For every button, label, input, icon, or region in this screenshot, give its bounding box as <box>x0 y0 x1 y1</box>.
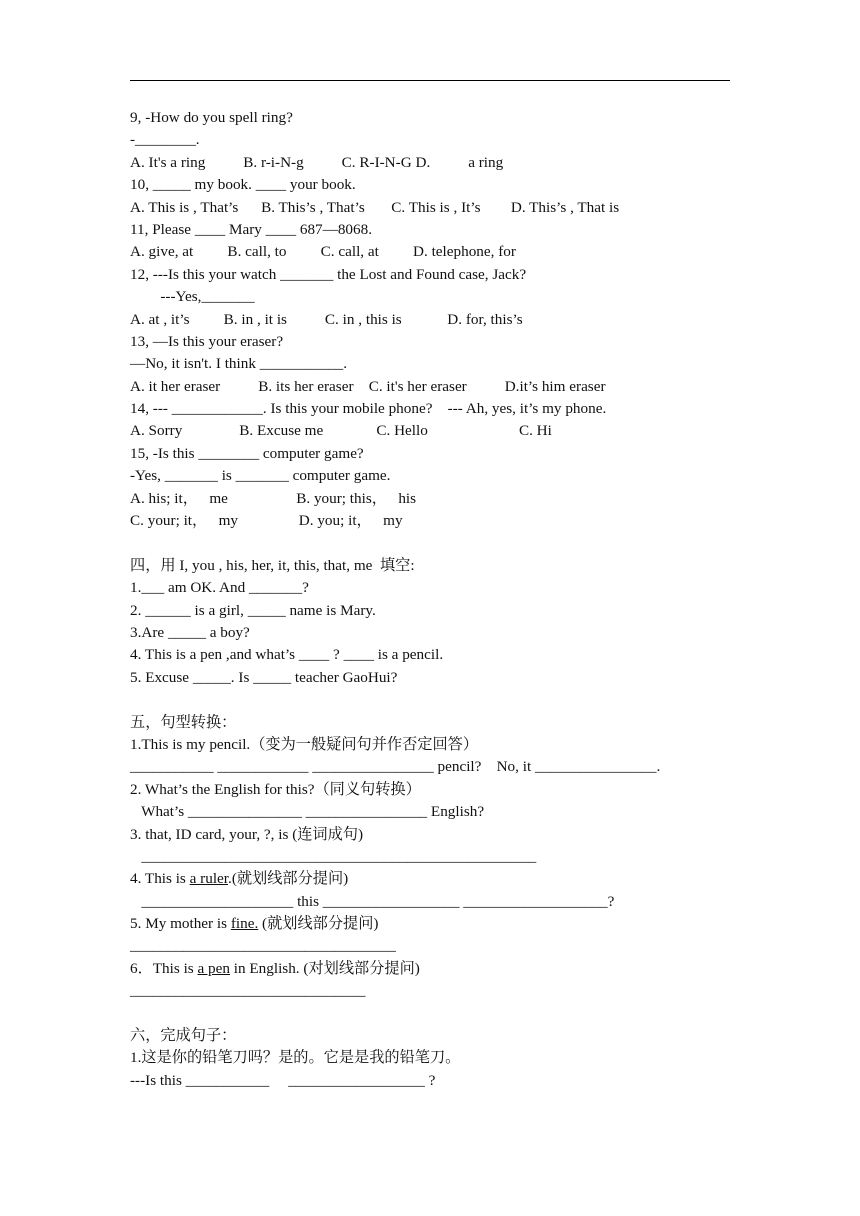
answer-blank: -________. <box>130 131 200 149</box>
question-13: 13, —Is this your eraser? <box>130 332 284 350</box>
section-5-title: 五，句型转换： <box>130 713 237 731</box>
question-11: 11, Please ____ Mary ____ 687—8068. <box>130 220 372 238</box>
section-5-item-4 <box>130 868 750 890</box>
item-text: 6．This is <box>130 959 198 977</box>
section-5-item-5-answer: ___________________________________ <box>130 937 396 955</box>
options-15-cd: C. your; it， my D. you; it， my <box>130 512 403 530</box>
question-14: 14, --- ____________. Is this your mobile phone? --- Ah, yes, it’s my phone. <box>130 400 607 418</box>
section-5-item-5 <box>130 913 750 935</box>
item-text: (就划线部分提问) <box>258 915 379 933</box>
question-12: 12, ---Is this your watch _______ the Lost and Found case, Jack? <box>130 265 527 283</box>
spacer <box>130 532 750 554</box>
worksheet <box>130 107 750 1092</box>
section-4-item-4: 4. This is a pen ,and what’s ____ ? ____ is a pencil. <box>130 646 444 664</box>
spacer <box>130 689 750 711</box>
section-5-item-2: 2. What’s the English for this?（同义句转换） <box>130 780 421 798</box>
question-15-reply: -Yes, _______ is _______ computer game. <box>130 467 391 485</box>
item-text: in English. (对划线部分提问) <box>229 959 420 977</box>
section-4-item-1: 1.___ am OK. And _______? <box>130 579 309 597</box>
options-14: A. Sorry B. Excuse me C. Hello C. Hi <box>130 422 552 440</box>
section-5-item-6 <box>130 958 750 980</box>
options-11: A. give, at B. call, to C. call, at D. telephone, for <box>130 243 516 261</box>
section-5-item-1: 1.This is my pencil.（变为一般疑问句并作否定回答） <box>130 735 479 753</box>
item-text: .(就划线部分提问) <box>228 870 349 888</box>
question-9: 9, -How do you spell ring? <box>130 109 293 126</box>
options-15-ab: A. his; it， me B. your; this， his <box>130 489 417 507</box>
section-5-item-4-answer: ____________________ this __________________ ___________________? <box>130 892 615 910</box>
section-4-item-2: 2. ______ is a girl, _____ name is Mary. <box>130 601 376 619</box>
section-4-item-5: 5. Excuse _____. Is _____ teacher GaoHui? <box>130 668 398 686</box>
section-6-item-1-answer: ---Is this ___________ __________________ ? <box>130 1071 436 1089</box>
section-6-title: 六，完成句子： <box>130 1027 237 1045</box>
options-9: A. It's a ring B. r-i-N-g C. R-I-N-G D. a ring <box>130 153 504 171</box>
question-10: 10, _____ my book. ____ your book. <box>130 176 356 194</box>
underlined-phrase: fine. <box>230 915 259 933</box>
section-4-title: 四，用 I, you , his, her, it, this, that, me 填空: <box>130 556 415 574</box>
section-5-item-3: 3. that, ID card, your, ?, is (连词成句) <box>130 825 364 843</box>
question-12-reply: ---Yes,_______ <box>130 288 255 306</box>
question-15: 15, -Is this ________ computer game? <box>130 444 364 462</box>
section-5-item-1-answer: ___________ ____________ ________________ pencil? No, it ________________. <box>130 758 661 776</box>
underlined-phrase: a ruler <box>189 870 229 888</box>
section-5-item-2-answer: What’s _______________ ________________ English? <box>130 803 485 821</box>
options-10: A. This is , That’s B. This’s , That’s C. This is , It’s D. This’s , That is <box>130 198 620 216</box>
options-13: A. it her eraser B. its her eraser C. it's her eraser D.it’s him eraser <box>130 377 606 395</box>
section-6-item-1: 1.这是你的铅笔刀吗？是的。它是是我的铅笔刀。 <box>130 1049 461 1067</box>
item-text: 5. My mother is <box>130 915 231 933</box>
section-4-item-3: 3.Are _____ a boy? <box>130 623 250 641</box>
spacer <box>130 1003 750 1025</box>
underlined-phrase: a pen <box>197 959 230 977</box>
section-5-item-6-answer: _______________________________ <box>130 982 366 1000</box>
item-text: 4. This is <box>130 870 190 888</box>
section-5-item-3-answer: ____________________________________________________ <box>130 847 537 865</box>
question-13-reply: —No, it isn't. I think ___________. <box>130 355 348 373</box>
header-rule <box>130 80 730 81</box>
options-12: A. at , it’s B. in , it is C. in , this is D. for, this’s <box>130 310 523 328</box>
